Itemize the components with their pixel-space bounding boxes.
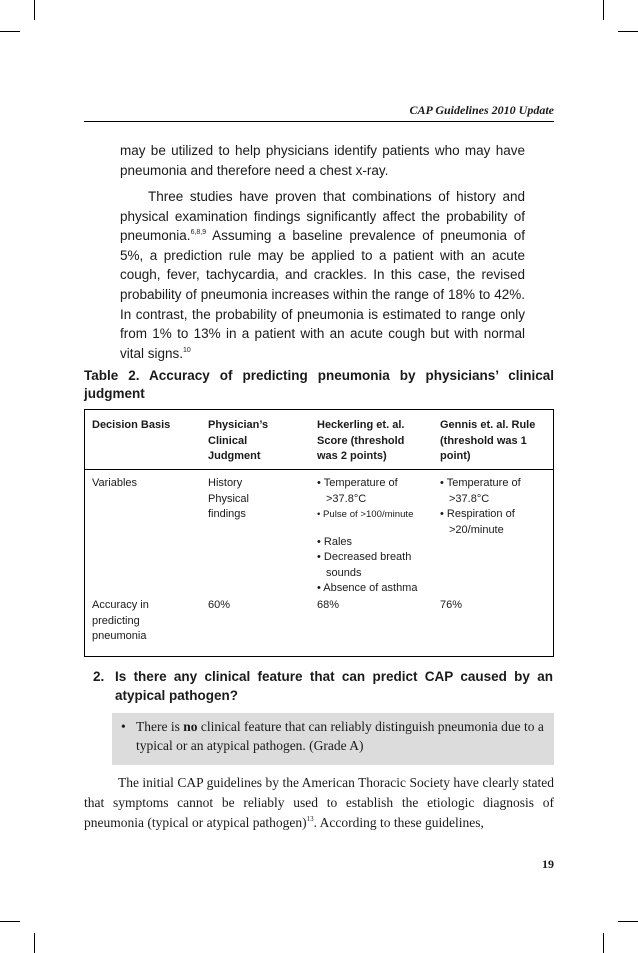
header-line: Decision Basis (92, 419, 171, 431)
crop-mark (34, 933, 35, 953)
running-head: CAP Guidelines 2010 Update (409, 103, 554, 117)
final-paragraph (84, 773, 554, 833)
accuracy-table (84, 409, 554, 657)
question-number: 2. (93, 669, 105, 684)
paragraph-2 (120, 187, 525, 363)
bullet-item: • Pulse of >100/minute (317, 509, 414, 520)
question-text: Is there any clinical feature that can predict CAP caused by an atypical pathogen? (115, 669, 553, 703)
bullet-continuation: >37.8°C (449, 492, 490, 505)
paragraph-2-text-a: Three studies have proven that combinations of history and physical examination findings significantly affect the probability of pneumonia. (120, 189, 525, 244)
bullet-continuation: >37.8°C (326, 492, 367, 505)
header-rule (84, 121, 554, 122)
row-label: predicting (92, 614, 140, 627)
table-header-decision-basis (92, 418, 202, 434)
paragraph-2-text-b: Assuming a baseline prevalence of pneumonia of 5%, a prediction rule may be applied to a patient with an acute cough, fever, tachycardia, and crackles. In this case, the revised probability of pneumonia increases within the range of 18% to 42%. In contrast, the probability of pneumonia is estimated to range only from 1% to 13% in a patient with an acute cough but with normal vital signs. (120, 228, 525, 361)
bullet-item: • Temperature of (440, 477, 521, 489)
row-label: Accuracy in (92, 599, 149, 611)
bullet-item: • Respiration of (440, 508, 515, 520)
paragraph-1: may be utilized to help physicians identify patients who may have pneumonia and therefore need a chest x-ray. (120, 143, 525, 178)
bullet-item: • Rales (317, 535, 353, 548)
table-header-heckerling (317, 418, 429, 465)
bullet: • (121, 719, 126, 734)
bullet-continuation: >20/minute (449, 523, 504, 536)
recommendation-pre: There is (136, 719, 184, 734)
question-2 (93, 668, 553, 705)
table-cell-heckerling-accuracy: 68% (317, 599, 340, 611)
cell-line: History (208, 477, 243, 489)
crop-mark (603, 933, 604, 953)
table-cell-variables-label (92, 476, 202, 492)
bullet-continuation: sounds (326, 566, 362, 579)
header-line: Judgment (208, 450, 261, 462)
cell-line: Physical (208, 492, 249, 505)
header-line: point) (440, 450, 471, 462)
crop-mark (0, 31, 20, 32)
header-line: Gennis et. al. Rule (440, 419, 536, 431)
crop-mark (34, 0, 35, 20)
cell-line: findings (208, 508, 246, 520)
crop-mark (618, 921, 638, 922)
table-cell-physician-accuracy: 60% (208, 599, 231, 611)
table-cell-gennis-variables (440, 476, 552, 538)
row-label: Variables (92, 477, 138, 489)
crop-mark (0, 921, 20, 922)
recommendation-emphasis: no (183, 719, 198, 734)
crop-mark (603, 0, 604, 20)
page-number: 19 (542, 857, 554, 871)
recommendation-post: clinical feature that can reliably distinguish pneumonia due to a typical or an atypical pathogen. (Grade A) (136, 719, 544, 753)
header-line: Clinical (208, 434, 248, 447)
final-paragraph-tail: . According to these guidelines, (313, 815, 484, 830)
table-cell-physician-variables (208, 476, 308, 523)
header-line: Score (threshold (317, 434, 405, 447)
header-line: (threshold was 1 (440, 434, 527, 447)
bullet-item: • Temperature of (317, 477, 398, 489)
header-line: Heckerling et. al. (317, 419, 405, 431)
reference-superscript: 13 (306, 815, 314, 823)
crop-mark (618, 31, 638, 32)
table-caption: Table 2. Accuracy of predicting pneumonia by physicians’ clinical judgment (84, 368, 554, 401)
bullet-item: • Decreased breath (317, 551, 412, 563)
reference-superscript: 6,8,9 (190, 229, 207, 237)
table-header-divider (85, 469, 553, 470)
final-paragraph-text: The initial CAP guidelines by the American Thoracic Society have clearly stated that symptoms cannot be reliably used to establish the etiologic diagnosis of pneumonia (typical or atypical pathogen) (84, 775, 554, 830)
recommendation-box (112, 713, 554, 765)
recommendation-text (136, 717, 546, 755)
table-cell-accuracy-label (92, 598, 202, 645)
header-line: was 2 points) (317, 450, 387, 462)
bullet-item: • Absence of asthma (317, 582, 418, 594)
header-line: Physician’s (208, 419, 269, 431)
table-header-physician (208, 418, 308, 465)
reference-superscript: 10 (183, 346, 191, 354)
table-cell-gennis-accuracy: 76% (440, 599, 463, 611)
table-cell-heckerling-variables (317, 476, 429, 597)
row-label: pneumonia (92, 630, 147, 642)
table-header-gennis (440, 418, 552, 465)
